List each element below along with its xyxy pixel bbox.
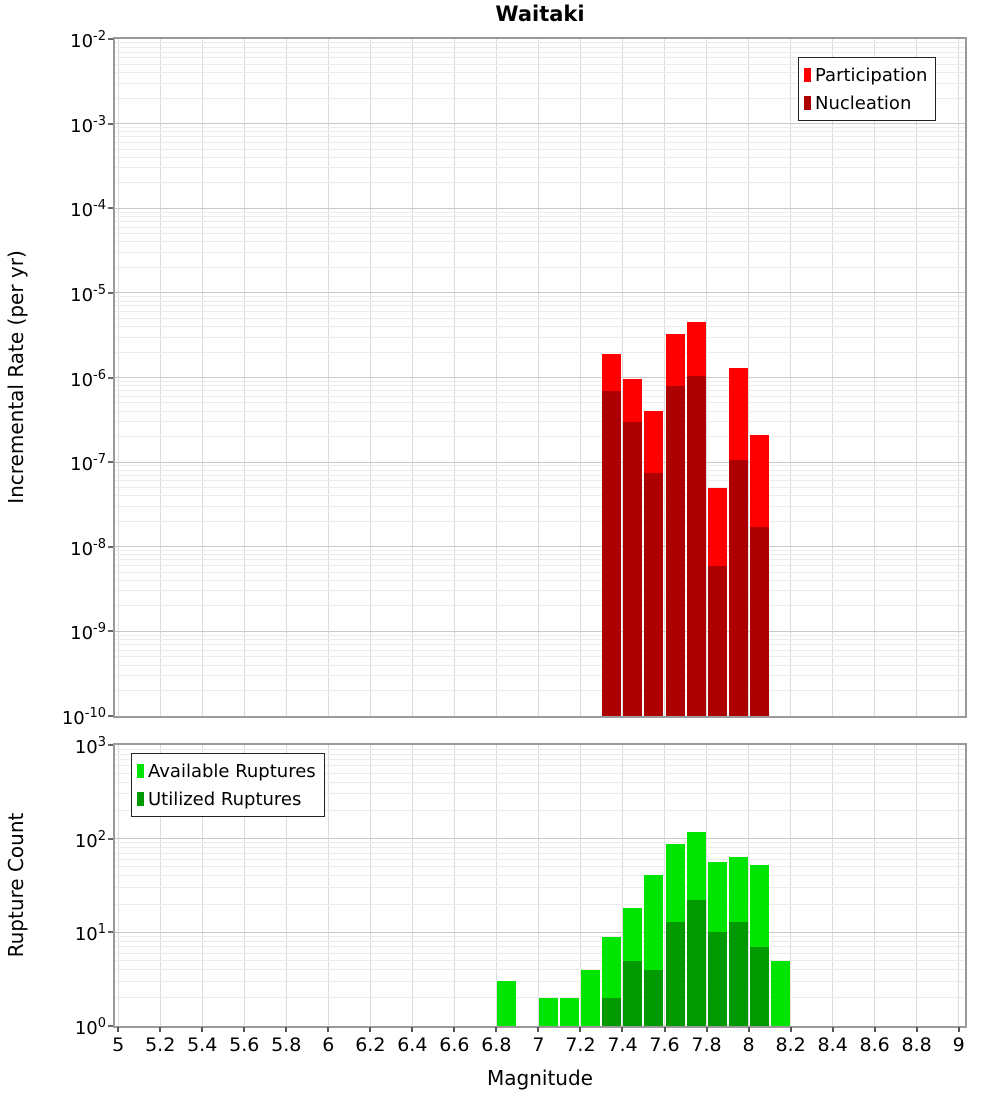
- minor-gridline: [115, 305, 965, 306]
- x-tick-label: 8.2: [775, 1034, 806, 1056]
- minor-gridline: [115, 859, 965, 860]
- y-tick-mark: [108, 377, 113, 379]
- x-tick-mark: [411, 1027, 413, 1032]
- minor-gridline: [115, 635, 965, 636]
- minor-gridline: [115, 136, 965, 137]
- bar-available-ruptures-m7.1: [560, 998, 579, 1026]
- legend-item-nucleation: [804, 89, 927, 117]
- x-tick-mark: [537, 1027, 539, 1032]
- bar-utilized-ruptures-m7.8: [708, 932, 727, 1026]
- v-gridline: [958, 745, 959, 1026]
- y-tick-label: $10^{-2}$: [70, 29, 106, 52]
- available-label: Available Ruptures: [148, 760, 316, 782]
- bar-utilized-ruptures-m7.3: [602, 998, 621, 1026]
- y-tick-mark: [108, 744, 113, 746]
- minor-gridline: [115, 644, 965, 645]
- y-tick-mark: [108, 123, 113, 125]
- x-tick-label: 7.4: [607, 1034, 638, 1056]
- y-tick-label: $10^0$: [74, 1016, 106, 1039]
- x-tick-mark: [621, 1027, 623, 1032]
- minor-gridline: [115, 227, 965, 228]
- minor-gridline: [115, 216, 965, 217]
- minor-gridline: [115, 847, 965, 848]
- y-tick-label: $10^{-10}$: [61, 706, 106, 729]
- minor-gridline: [115, 385, 965, 386]
- x-tick-mark: [832, 1027, 834, 1032]
- minor-gridline: [115, 352, 965, 353]
- legend-item-utilized: [137, 785, 316, 813]
- minor-gridline: [115, 252, 965, 253]
- x-tick-label: 5.2: [145, 1034, 176, 1056]
- minor-gridline: [115, 182, 965, 183]
- y-tick-label: $10^{-5}$: [70, 282, 106, 306]
- minor-gridline: [115, 853, 965, 854]
- bar-utilized-ruptures-m8: [750, 947, 769, 1026]
- minor-gridline: [115, 301, 965, 302]
- bar-available-ruptures-m6.8: [497, 981, 516, 1026]
- minor-gridline: [115, 572, 965, 573]
- bar-nucleation-m8: [750, 527, 769, 716]
- v-gridline: [874, 745, 875, 1026]
- x-tick-mark: [117, 1027, 119, 1032]
- v-gridline: [454, 745, 455, 1026]
- minor-gridline: [115, 981, 965, 982]
- v-gridline: [328, 745, 329, 1026]
- minor-gridline: [115, 590, 965, 591]
- minor-gridline: [115, 506, 965, 507]
- minor-gridline: [115, 580, 965, 581]
- utilized-swatch-icon: [137, 792, 144, 806]
- x-tick-label: 7.2: [565, 1034, 596, 1056]
- minor-gridline: [115, 550, 965, 551]
- minor-gridline: [115, 969, 965, 970]
- decade-gridline: [115, 377, 965, 378]
- minor-gridline: [115, 42, 965, 43]
- x-tick-label: 5.8: [271, 1034, 302, 1056]
- minor-gridline: [115, 241, 965, 242]
- participation-swatch-icon: [804, 68, 811, 82]
- x-tick-mark: [453, 1027, 455, 1032]
- minor-gridline: [115, 318, 965, 319]
- bar-available-ruptures-m8.1: [771, 961, 790, 1026]
- participation-label: Participation: [815, 64, 928, 86]
- y-tick-label: $10^{-8}$: [70, 536, 106, 560]
- x-tick-label: 7: [532, 1034, 545, 1056]
- decade-gridline: [115, 292, 965, 293]
- decade-gridline: [115, 123, 965, 124]
- magnitude-axis-label: Magnitude: [487, 1066, 593, 1090]
- x-tick-label: 5.4: [187, 1034, 218, 1056]
- x-tick-mark: [664, 1027, 666, 1032]
- x-tick-mark: [369, 1027, 371, 1032]
- bar-utilized-ruptures-m7.9: [729, 922, 748, 1026]
- y-tick-mark: [108, 461, 113, 463]
- minor-gridline: [115, 936, 965, 937]
- x-tick-label: 6.2: [355, 1034, 386, 1056]
- minor-gridline: [115, 267, 965, 268]
- x-tick-mark: [201, 1027, 203, 1032]
- minor-gridline: [115, 639, 965, 640]
- x-tick-label: 6.6: [439, 1034, 470, 1056]
- v-gridline: [118, 745, 119, 1026]
- y-tick-mark: [108, 292, 113, 294]
- nucleation-swatch-icon: [804, 96, 811, 110]
- x-tick-mark: [916, 1027, 918, 1032]
- minor-gridline: [115, 127, 965, 128]
- minor-gridline: [115, 559, 965, 560]
- minor-gridline: [115, 157, 965, 158]
- x-tick-mark: [790, 1027, 792, 1032]
- minor-gridline: [115, 675, 965, 676]
- x-tick-mark: [579, 1027, 581, 1032]
- minor-gridline: [115, 565, 965, 566]
- x-tick-label: 8.6: [859, 1034, 890, 1056]
- bar-available-ruptures-m7.2: [581, 970, 600, 1026]
- minor-gridline: [115, 960, 965, 961]
- v-gridline: [538, 745, 539, 1026]
- y-tick-label: $10^{-6}$: [70, 367, 106, 391]
- rate-legend: [798, 57, 936, 121]
- v-gridline: [790, 745, 791, 1026]
- minor-gridline: [115, 875, 965, 876]
- y-tick-label: $10^3$: [74, 735, 106, 758]
- x-tick-label: 9: [952, 1034, 965, 1056]
- decade-gridline: [115, 932, 965, 933]
- x-tick-label: 6.8: [481, 1034, 512, 1056]
- bar-utilized-ruptures-m7.4: [623, 961, 642, 1026]
- chart-title: Waitaki: [495, 2, 585, 26]
- y-tick-label: $10^2$: [74, 828, 106, 852]
- minor-gridline: [115, 233, 965, 234]
- minor-gridline: [115, 487, 965, 488]
- count-legend: [131, 753, 325, 817]
- y-tick-mark: [108, 931, 113, 933]
- minor-gridline: [115, 402, 965, 403]
- x-tick-mark: [285, 1027, 287, 1032]
- minor-gridline: [115, 554, 965, 555]
- minor-gridline: [115, 149, 965, 150]
- minor-gridline: [115, 221, 965, 222]
- minor-gridline: [115, 212, 965, 213]
- minor-gridline: [115, 650, 965, 651]
- bar-available-ruptures-m7: [539, 998, 558, 1026]
- v-gridline: [370, 745, 371, 1026]
- y-tick-label: $10^1$: [74, 922, 106, 946]
- minor-gridline: [115, 480, 965, 481]
- y-tick-label: $10^{-4}$: [70, 198, 106, 222]
- minor-gridline: [115, 411, 965, 412]
- x-tick-label: 6: [322, 1034, 335, 1056]
- minor-gridline: [115, 953, 965, 954]
- legend-item-available: [137, 757, 316, 785]
- x-tick-mark: [243, 1027, 245, 1032]
- x-tick-label: 8.4: [817, 1034, 848, 1056]
- minor-gridline: [115, 311, 965, 312]
- x-tick-label: 7.6: [649, 1034, 680, 1056]
- legend-item-participation: [804, 61, 927, 89]
- bar-nucleation-m7.8: [708, 566, 727, 716]
- minor-gridline: [115, 142, 965, 143]
- minor-gridline: [115, 887, 965, 888]
- minor-gridline: [115, 842, 965, 843]
- bar-nucleation-m7.4: [623, 422, 642, 716]
- decade-gridline: [115, 631, 965, 632]
- x-tick-mark: [874, 1027, 876, 1032]
- y-tick-mark: [108, 715, 113, 717]
- minor-gridline: [115, 475, 965, 476]
- minor-gridline: [115, 47, 965, 48]
- x-tick-mark: [495, 1027, 497, 1032]
- y-tick-mark: [108, 630, 113, 632]
- decade-gridline: [115, 546, 965, 547]
- x-tick-label: 7.8: [691, 1034, 722, 1056]
- x-tick-mark: [748, 1027, 750, 1032]
- decade-gridline: [115, 462, 965, 463]
- bar-utilized-ruptures-m7.5: [644, 970, 663, 1026]
- x-tick-mark: [327, 1027, 329, 1032]
- minor-gridline: [115, 521, 965, 522]
- utilized-label: Utilized Ruptures: [148, 788, 302, 810]
- minor-gridline: [115, 904, 965, 905]
- bar-nucleation-m7.3: [602, 391, 621, 716]
- x-tick-label: 6.4: [397, 1034, 428, 1056]
- minor-gridline: [115, 381, 965, 382]
- available-swatch-icon: [137, 764, 144, 778]
- minor-gridline: [115, 390, 965, 391]
- x-tick-label: 8: [742, 1034, 755, 1056]
- x-tick-label: 5.6: [229, 1034, 260, 1056]
- rate-plot-area: [113, 37, 967, 718]
- v-gridline: [916, 745, 917, 1026]
- y-tick-label: $10^{-7}$: [70, 452, 106, 476]
- bar-nucleation-m7.7: [687, 376, 706, 716]
- minor-gridline: [115, 495, 965, 496]
- minor-gridline: [115, 946, 965, 947]
- minor-gridline: [115, 465, 965, 466]
- y-tick-mark: [108, 838, 113, 840]
- minor-gridline: [115, 52, 965, 53]
- x-tick-label: 5: [112, 1034, 125, 1056]
- minor-gridline: [115, 167, 965, 168]
- decade-gridline: [115, 838, 965, 839]
- minor-gridline: [115, 296, 965, 297]
- minor-gridline: [115, 665, 965, 666]
- bar-utilized-ruptures-m7.7: [687, 900, 706, 1026]
- bar-utilized-ruptures-m7.6: [666, 922, 685, 1026]
- y-tick-label: $10^{-3}$: [70, 113, 106, 137]
- minor-gridline: [115, 470, 965, 471]
- minor-gridline: [115, 131, 965, 132]
- minor-gridline: [115, 656, 965, 657]
- x-tick-mark: [958, 1027, 960, 1032]
- x-tick-label: 8.8: [901, 1034, 932, 1056]
- minor-gridline: [115, 605, 965, 606]
- minor-gridline: [115, 396, 965, 397]
- minor-gridline: [115, 690, 965, 691]
- bar-nucleation-m7.9: [729, 460, 748, 716]
- y-tick-label: $10^{-9}$: [70, 621, 106, 645]
- minor-gridline: [115, 337, 965, 338]
- nucleation-label: Nucleation: [815, 92, 912, 114]
- minor-gridline: [115, 749, 965, 750]
- x-tick-mark: [706, 1027, 708, 1032]
- minor-gridline: [115, 436, 965, 437]
- rate-axis-label: Incremental Rate (per yr): [4, 250, 28, 504]
- v-gridline: [412, 745, 413, 1026]
- decade-gridline: [115, 208, 965, 209]
- x-tick-mark: [159, 1027, 161, 1032]
- minor-gridline: [115, 866, 965, 867]
- y-tick-mark: [108, 207, 113, 209]
- minor-gridline: [115, 421, 965, 422]
- bar-nucleation-m7.6: [666, 386, 685, 716]
- y-tick-mark: [108, 546, 113, 548]
- y-tick-mark: [108, 38, 113, 40]
- count-axis-label: Rupture Count: [4, 812, 28, 958]
- bar-nucleation-m7.5: [644, 473, 663, 716]
- v-gridline: [832, 745, 833, 1026]
- minor-gridline: [115, 326, 965, 327]
- minor-gridline: [115, 941, 965, 942]
- y-tick-mark: [108, 1025, 113, 1027]
